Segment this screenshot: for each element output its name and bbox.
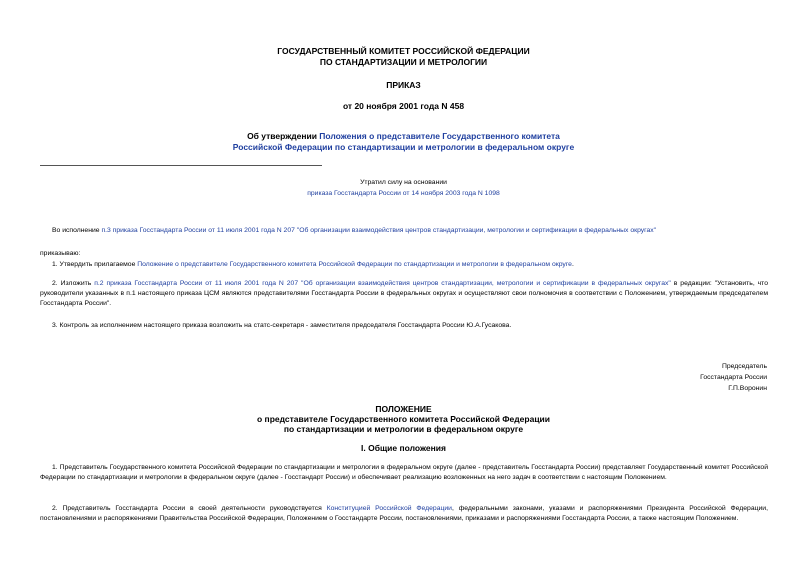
section-title: I. Общие положения	[361, 443, 446, 453]
intro-order-link[interactable]: п.3 приказа Госстандарта России от 11 июля 2001 года N 207 "Об организации взаимодействия центров стандартизации, метрологии и сертификации в федеральных округах"	[101, 227, 657, 234]
regulation-title: ПОЛОЖЕНИЕ	[375, 404, 432, 414]
regulation-subtitle-line2: по стандартизации и метрологии в федеральном округе	[283, 424, 524, 434]
doc-type: ПРИКАЗ	[386, 80, 421, 90]
regulation-subtitle-line1: о представителе Государственного комитета Российской Федерации	[257, 414, 550, 424]
signature-org: Госстандарта России	[700, 374, 767, 381]
item2-suffix: в редакции: "Установить, что руководители указанных в п.1 настоящего приказа ЦСМ являются представителями Госстандарта России в федеральных округах и осуществляют свои полномочия в соответствии с Положением, утверждаемым председателем Госстандарта России".	[40, 280, 768, 307]
regulation-link-line2[interactable]: Российской Федерации по стандартизации и метрологии в федеральном округе	[232, 142, 575, 152]
p2-suffix: , федеральными законами, указами и распоряжениями Президента Российской Федерации, постановлениями и распоряжениями Правительства Российской Федерации, Положением о Госстандарте России, постановлениями, приказами и распоряжениями Госстандарта России, а также настоящим Положением.	[40, 505, 768, 522]
separator-line	[40, 165, 322, 166]
item2-prefix: 2. Изложить	[52, 280, 95, 287]
org-title-line1: ГОСУДАРСТВЕННЫЙ КОМИТЕТ РОССИЙСКОЙ ФЕДЕРАЦИИ	[277, 46, 530, 56]
doc-date: от 20 ноября 2001 года N 458	[342, 101, 465, 111]
item1-suffix: .	[571, 261, 574, 268]
regulation-link-line1[interactable]: Положения о представителе Государственного комитета	[319, 131, 560, 141]
intro-prefix: Во исполнение	[52, 227, 102, 234]
order-word: приказываю:	[40, 250, 81, 257]
regulation-paragraph-2	[40, 504, 768, 524]
item2-order-link[interactable]: п.2 приказа Госстандарта России от 11 июля 2001 года N 207 "Об организации взаимодействия центров стандартизации, метрологии и сертификации в федеральных округах"	[94, 280, 671, 287]
signature-title: Председатель	[722, 363, 767, 370]
order-item-3: 3. Контроль за исполнением настоящего приказа возложить на статс-секретаря - заместителя председателя Госстандарта России Ю.А.Гусакова.	[52, 322, 512, 329]
item1-prefix: 1. Утвердить прилагаемое	[52, 261, 138, 268]
repeal-note: Утратил силу на основании	[360, 179, 447, 186]
doc-subject-line1	[0, 131, 807, 141]
signature-name: Г.П.Воронин	[728, 385, 767, 392]
intro-paragraph	[52, 226, 656, 236]
regulation-paragraph-1: 1. Представитель Государственного комитета Российской Федерации по стандартизации и метрологии в федеральном округе (далее - представитель Госстандарта России) представляет Государственный комитет Российской Федерации по стандартизации и метрологии в федеральном округе (далее - Госстандарт России) и обеспечивает реализацию возложенных на него задач в соответствии с настоящим Положением.	[40, 464, 768, 481]
doc-subject-prefix: Об утверждении	[247, 131, 320, 141]
repeal-source	[0, 189, 807, 199]
p2-prefix: 2. Представитель Госстандарта России в своей деятельности руководствуется	[52, 505, 327, 512]
order-item-1	[52, 260, 574, 270]
order-item-2	[40, 279, 768, 309]
org-title-line2: ПО СТАНДАРТИЗАЦИИ И МЕТРОЛОГИИ	[319, 57, 488, 67]
item1-regulation-link[interactable]: Положение о представителе Государственного комитета Российской Федерации по стандартизации и метрологии в федеральном округе	[137, 261, 572, 268]
repeal-order-link[interactable]: приказа Госстандарта России от 14 ноября 2003 года N 1098	[307, 190, 500, 197]
constitution-link[interactable]: Конституцией Российской Федерации	[326, 505, 452, 512]
doc-subject-line2	[0, 142, 807, 152]
